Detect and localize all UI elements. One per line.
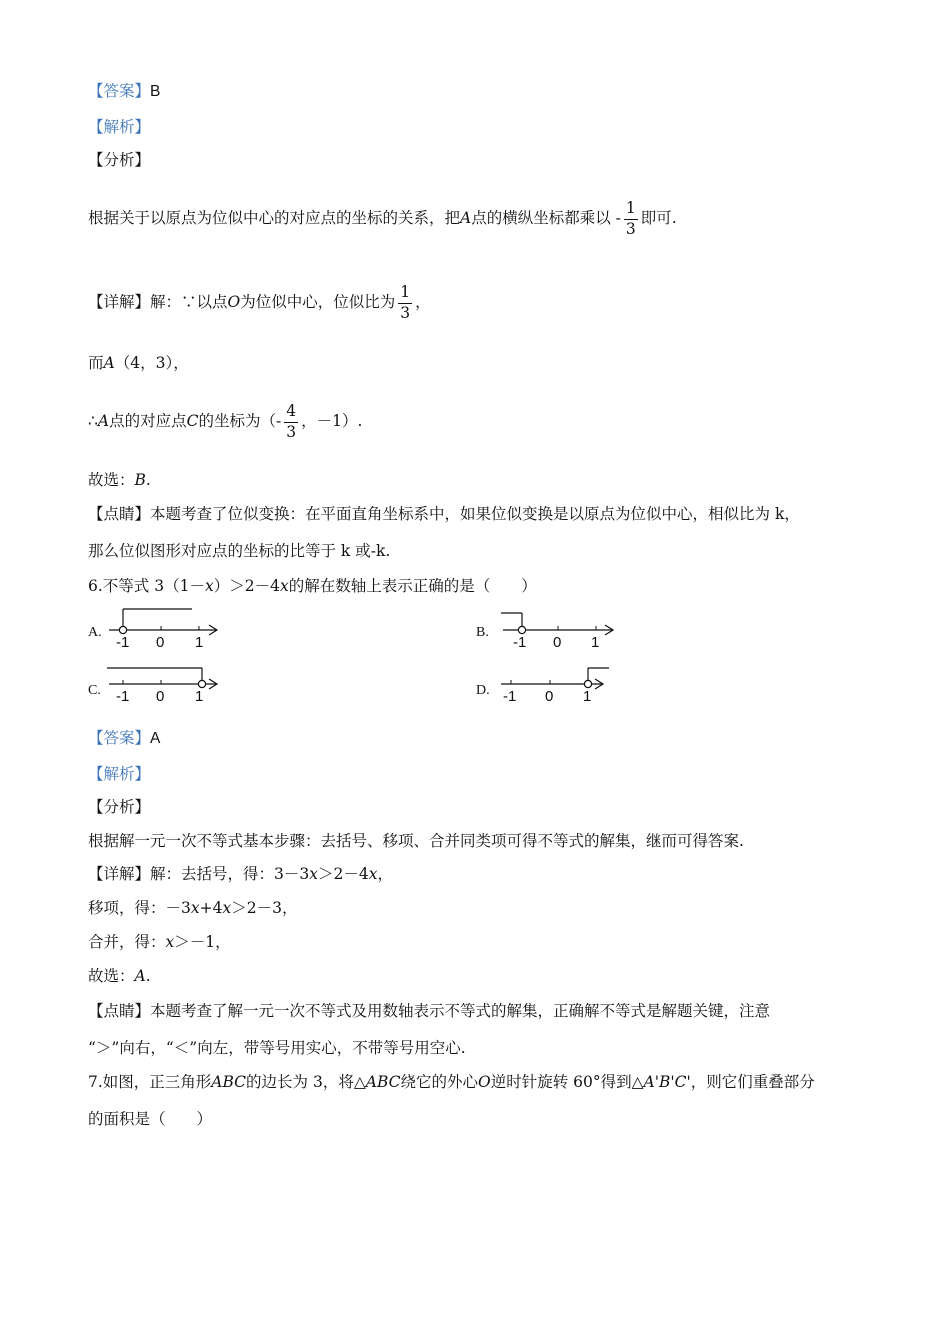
tick-label: 1: [195, 688, 204, 705]
fenxi-text-q5: 根据关于以原点为位似中心的对应点的坐标的关系，把A点的横纵坐标都乘以 - $\frac{1}{3}$ 即可.: [88, 199, 677, 238]
comment-line1-q6: 【点睛】本题考查了解一元一次不等式及用数轴表示不等式的解集，正确解不等式是解题关键，注意: [88, 1002, 771, 1020]
question-6-stem: 6.不等式 3（1－x）＞2－4x的解在数轴上表示正确的是（ ）: [88, 577, 537, 595]
tick-label: -1: [503, 688, 517, 705]
answer-tag: 【答案】: [88, 82, 151, 100]
fenxi-tag-q5: 【分析】: [88, 151, 151, 169]
answer-tag: 【答案】: [88, 729, 151, 747]
fenxi-tag-q6: 【分析】: [88, 798, 151, 816]
option-d-label[interactable]: D.: [476, 683, 490, 698]
analysis-tag-q6: 【解析】: [88, 765, 151, 783]
comment-line2-q6: “＞”向右，“＜”向左，带等号用实心，不带等号用空心.: [88, 1039, 466, 1057]
comment-line2-q5: 那么位似图形对应点的坐标的比等于 k 或-k.: [88, 542, 391, 560]
tick-label: 1: [583, 688, 592, 705]
option-c-label[interactable]: C.: [88, 683, 101, 698]
analysis-tag-q5: 【解析】: [88, 118, 151, 136]
tick-label: -1: [116, 688, 130, 705]
detail-line-q5: 【详解】解：∵以点O为位似中心，位似比为 $\frac{1}{3}$ ，: [88, 283, 431, 322]
answer-value: B: [150, 83, 161, 100]
tick-label: 0: [553, 634, 562, 651]
option-d-number-line[interactable]: [498, 664, 620, 710]
move-line-q6: 移项，得：－3x+4x＞2－3，: [88, 899, 298, 917]
answer-line-q5: [88, 80, 160, 103]
option-b-number-line[interactable]: [498, 606, 620, 652]
tick-label: 1: [195, 634, 204, 651]
tick-label: 1: [591, 634, 600, 651]
tick-label: -1: [513, 634, 527, 651]
fraction-ratio: $\frac{1}{3}$: [400, 283, 411, 322]
answer-line-q6: [88, 727, 160, 750]
fraction-four-thirds: $\frac{4}{3}$: [286, 402, 297, 441]
choose-line-q6: 故选：A.: [88, 967, 151, 985]
option-c-number-line[interactable]: [104, 664, 224, 710]
comment-line1-q5: 【点睛】本题考查了位似变换：在平面直角坐标系中，如果位似变换是以原点为位似中心，相似比为 k，: [88, 505, 800, 523]
fraction-one-third: $\frac{1}{3}$: [625, 199, 636, 238]
tick-label: 0: [156, 634, 165, 651]
option-a-number-line[interactable]: [104, 606, 224, 652]
tick-label: 0: [545, 688, 554, 705]
fenxi-text-q6: 根据解一元一次不等式基本步骤：去括号、移项、合并同类项可得不等式的解集，继而可得答案.: [88, 832, 744, 850]
option-b-label[interactable]: B.: [476, 625, 489, 640]
detail-tag: 【详解】: [88, 293, 151, 311]
merge-line-q6: 合并，得：x＞－1，: [88, 933, 231, 951]
choose-line-q5: 故选：B.: [88, 471, 151, 489]
question-7-stem-line2: 的面积是（ ）: [88, 1110, 213, 1128]
answer-value: A: [150, 730, 161, 747]
tick-label: 0: [156, 688, 165, 705]
tick-label: -1: [116, 634, 130, 651]
point-c-line: ∴A点的对应点C的坐标为（- $\frac{4}{3}$ ，－1）.: [88, 402, 363, 441]
point-a-line: 而A（4，3），: [88, 354, 189, 372]
question-7-stem-line1: 7.如图，正三角形ABC的边长为 3，将△ABC绕它的外心O逆时针旋转 60°得到△A'B'C'，则它们重叠部分: [88, 1073, 815, 1091]
detail-tag: 【详解】: [88, 865, 151, 883]
option-a-label[interactable]: A.: [88, 625, 102, 640]
detail-line-q6: 【详解】解：去括号，得：3－3x＞2－4x，: [88, 865, 393, 883]
